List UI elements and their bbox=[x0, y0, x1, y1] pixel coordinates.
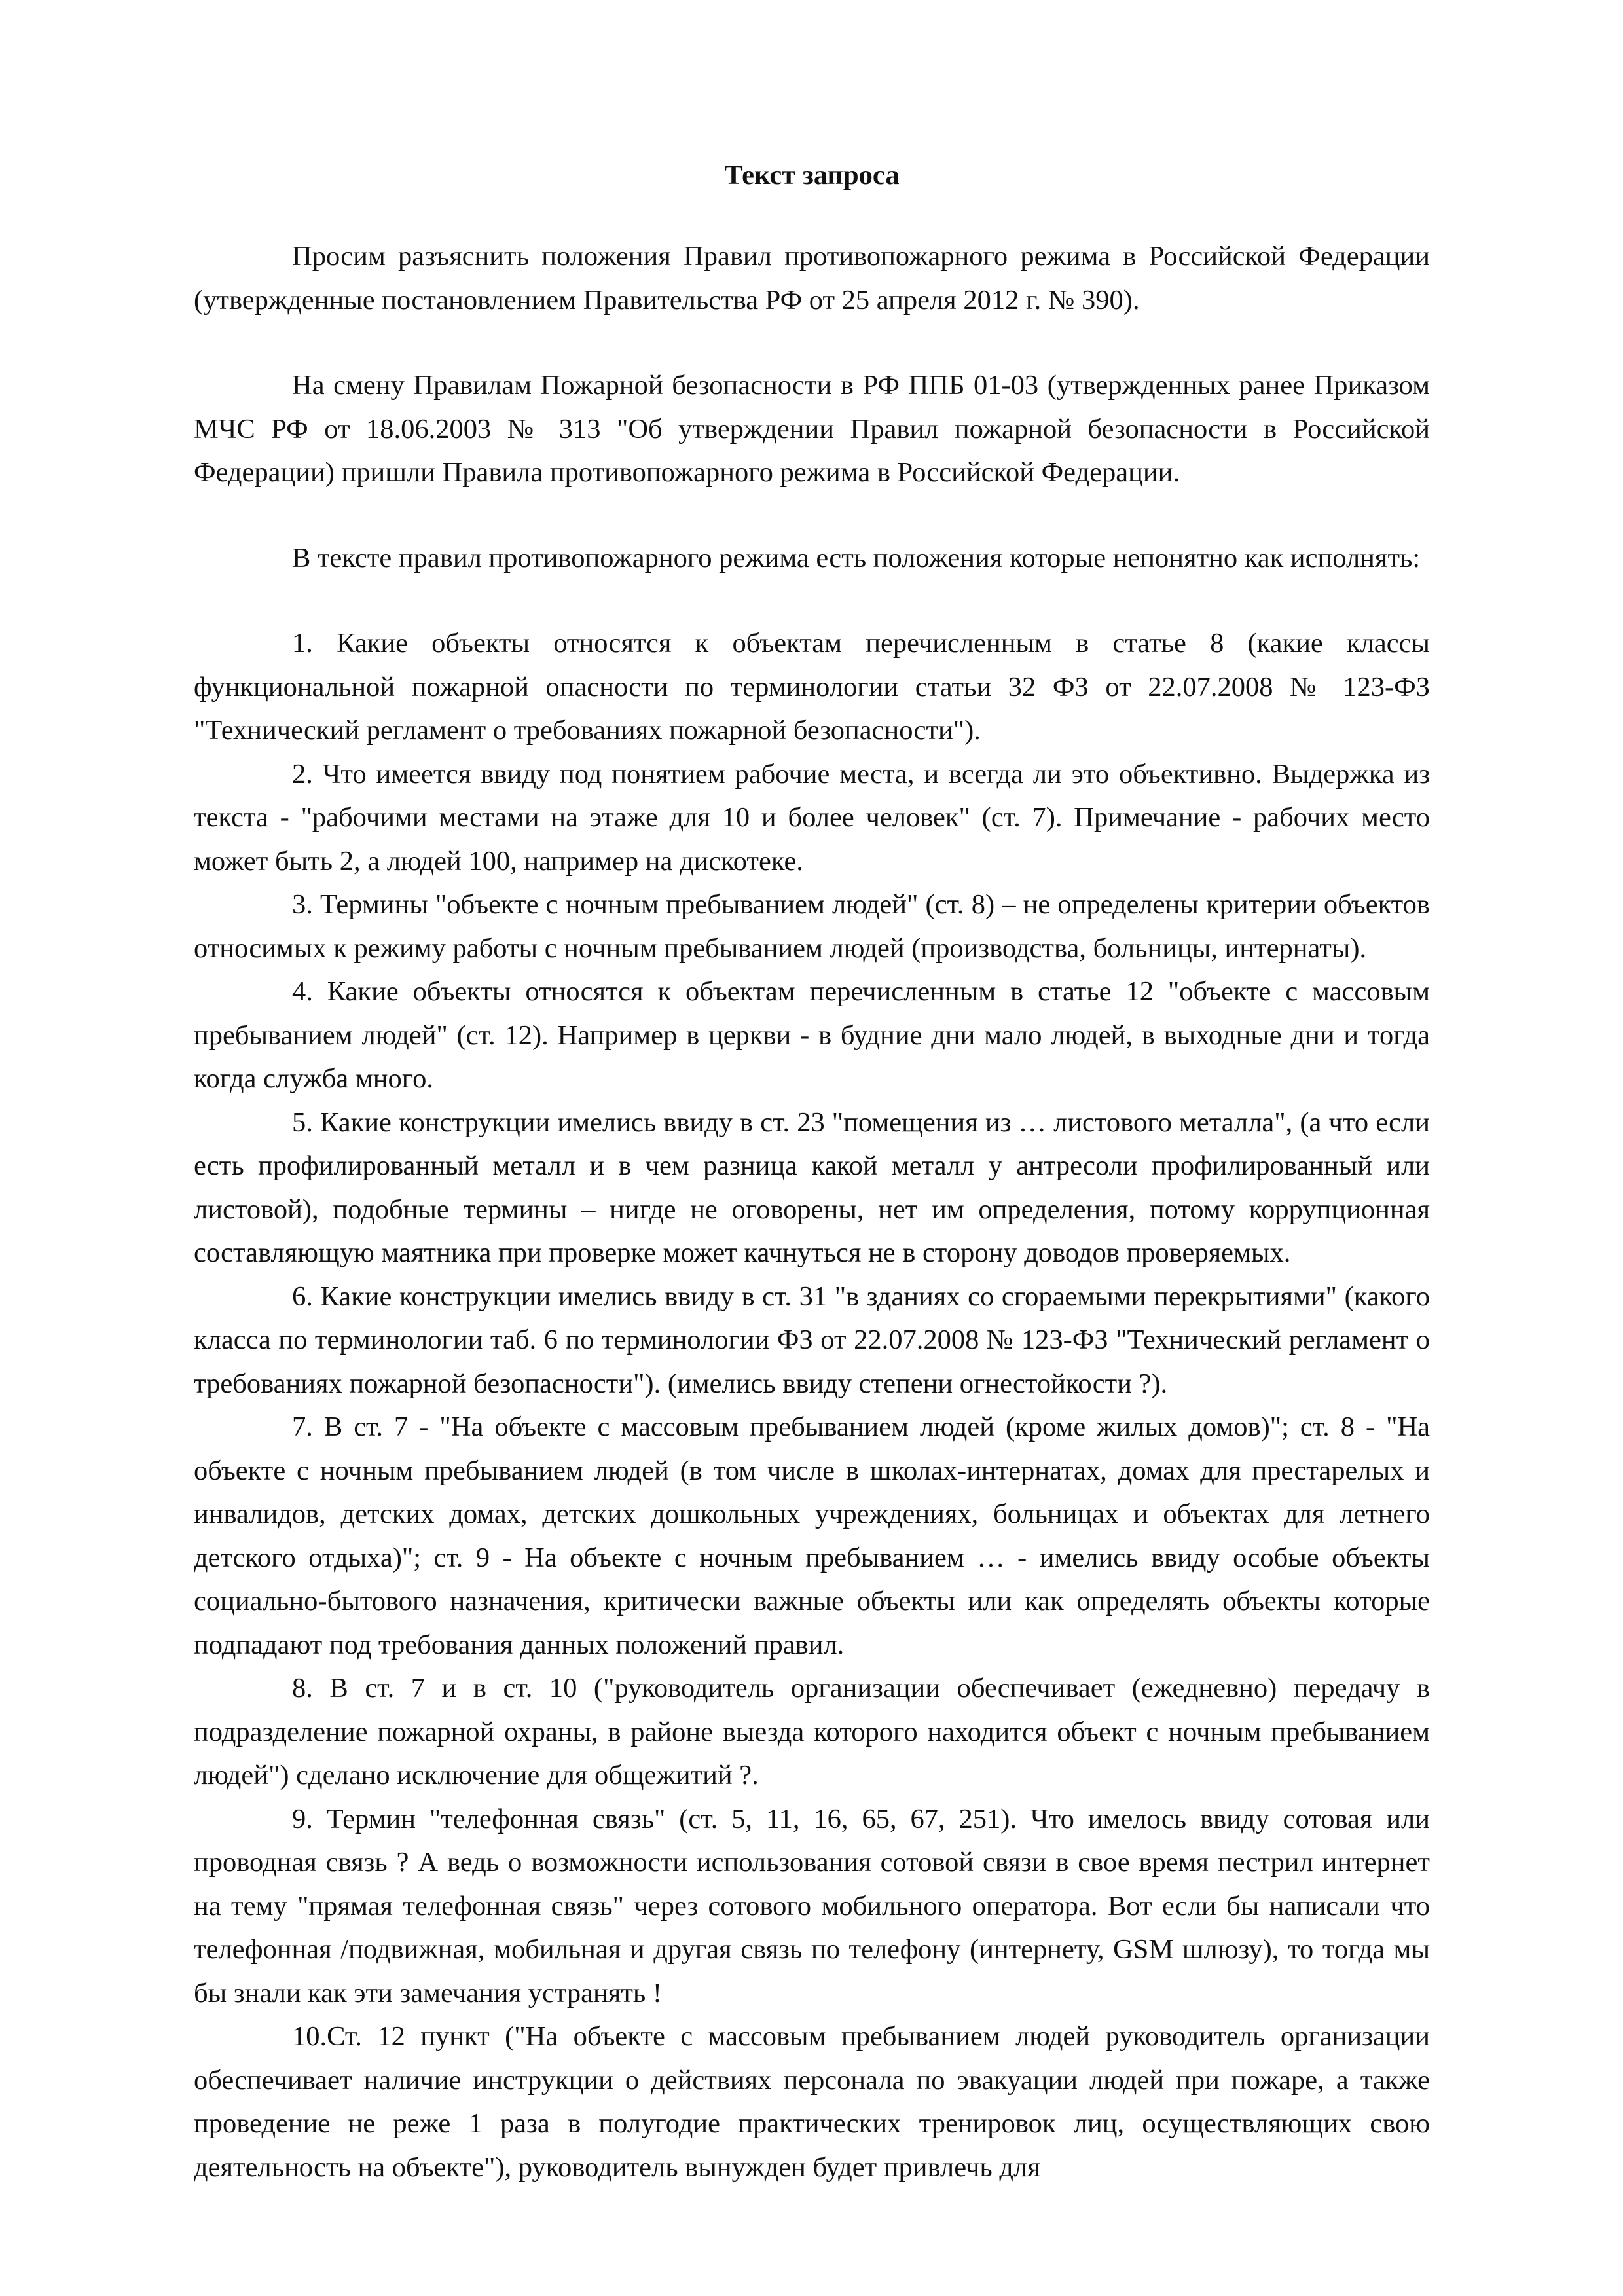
intro-paragraph-2: На смену Правилам Пожарной безопасности в РФ ППБ 01-03 (утвержденных ранее Приказом МЧС РФ от 18.06.2003 № 313 "Об утверждении Правил пожарной безопасности в Российской Федерации) пришли Правила противопожарного режима в Российской Федерации. bbox=[194, 370, 1430, 488]
list-item-7: 7. В ст. 7 - "На объекте с массовым пребыванием людей (кроме жилых домов)"; ст. 8 - "На объекте с ночным пребыванием людей (в том числе в школах-интернатах, домах для престарелых и инвалидов, детских домах, детских дошкольных учреждениях, больницах и объектах для летнего детского отдыха)"; ст. 9 - На объекте с ночным пребыванием … - имелись ввиду особые объекты социально-бытового назначения, критически важные объекты или как определять объекты которые подпадают под требования данных положений правил. bbox=[194, 1412, 1430, 1660]
document-body bbox=[194, 154, 1430, 2189]
document-title: Текст запроса bbox=[724, 160, 900, 191]
list-item-3: 3. Термины "объекте с ночным пребыванием людей" (ст. 8) – не определены критерии объектов относимых к режиму работы с ночным пребыванием людей (производства, больницы, интернаты). bbox=[194, 889, 1430, 964]
list-item-2: 2. Что имеется ввиду под понятием рабочие места, и всегда ли это объективно. Выдержка из текста - "рабочими местами на этаже для 10 и более человек" (ст. 7). Примечание - рабочих место может быть 2, а людей 100, например на дискотеке. bbox=[194, 758, 1430, 877]
list-item-5: 5. Какие конструкции имелись ввиду в ст. 23 "помещения из … листового металла", (а что если есть профилированный металл и в чем разница какой металл у антресоли профилированный или листовой), подобные термины – нигде не оговорены, нет им определения, потому коррупционная составляющую маятника при проверке может качнуться не в сторону доводов проверяемых. bbox=[194, 1106, 1430, 1268]
list-item-10: 10.Ст. 12 пункт ("На объекте с массовым пребыванием людей руководитель организации обеспечивает наличие инструкции о действиях персонала по эвакуации людей при пожаре, а также проведение не реже 1 раза в полугодие практических тренировок лиц, осуществляющих свою деятельность на объекте"), руководитель вынужден будет привлечь для bbox=[194, 2021, 1430, 2183]
list-item-8: 8. В ст. 7 и в ст. 10 ("руководитель организации обеспечивает (ежедневно) передачу в подразделение пожарной охраны, в районе выезда которого находится объект с ночным пребыванием людей") сделано исключение для общежитий ?. bbox=[194, 1673, 1430, 1791]
intro-paragraph-3: В тексте правил противопожарного режима есть положения которые непонятно как исполнять: bbox=[292, 542, 1421, 574]
list-item-9: 9. Термин "телефонная связь" (ст. 5, 11, 16, 65, 67, 251). Что имелось ввиду сотовая или проводная связь ? А ведь о возможности использования сотовой связи в свое время пестрил интернет на тему "прямая телефонная связь" через сотового мобильного оператора. Вот если бы написали что телефонная /подвижная, мобильная и другая связь по телефону (интернету, GSM шлюзу), то тогда мы бы знали как эти замечания устранять ! bbox=[194, 1803, 1430, 2009]
list-item-4: 4. Какие объекты относятся к объектам перечисленным в статье 12 "объекте с массовым пребыванием людей" (ст. 12). Например в церкви - в будние дни мало людей, в выходные дни и тогда когда служба много. bbox=[194, 976, 1430, 1094]
list-item-6: 6. Какие конструкции имелись ввиду в ст. 31 "в зданиях со сгораемыми перекрытиями" (какого класса по терминологии таб. 6 по терминологии ФЗ от 22.07.2008 № 123-ФЗ "Технический регламент о требованиях пожарной безопасности"). (имелись ввиду степени огнестойкости ?). bbox=[194, 1281, 1430, 1399]
intro-paragraph-1: Просим разъяснить положения Правил противопожарного режима в Российской Федерации (утвержденные постановлением Правительства РФ от 25 апреля 2012 г. № 390). bbox=[194, 241, 1430, 316]
list-item-1: 1. Какие объекты относятся к объектам перечисленным в статье 8 (какие классы функциональной пожарной опасности по терминологии статьи 32 ФЗ от 22.07.2008 № 123-ФЗ "Технический регламент о требованиях пожарной безопасности"). bbox=[194, 628, 1430, 746]
